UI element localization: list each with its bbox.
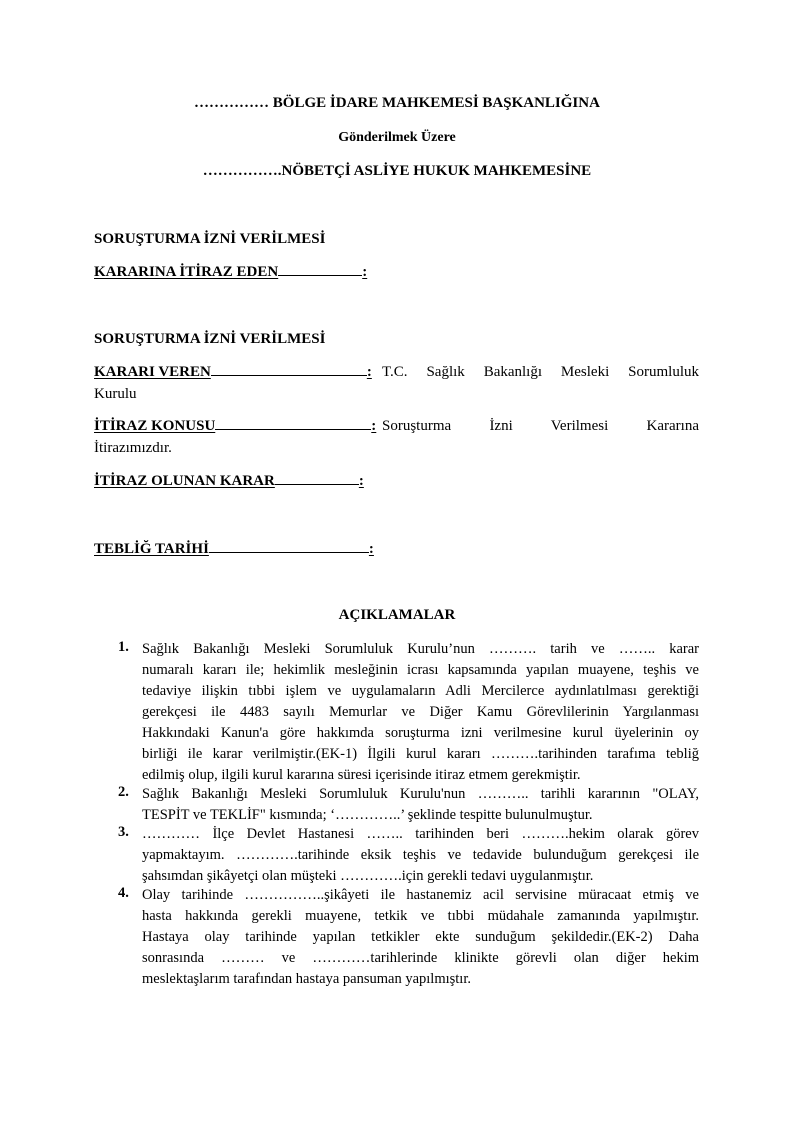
item-line: tedaviye ilişkin tıbbi işlem ve uygulamaların Adli Mercilerce aydınlatılması gerektiği (142, 683, 699, 699)
item-line: hasta hakkında gerekli muayene, tetkik ve tıbbi müdahale zamanında yapılmıştır. (142, 908, 699, 924)
notice-label: TEBLİĞ TARİHİ (94, 541, 209, 557)
subject-field (94, 418, 376, 435)
item-number: 3. (118, 824, 129, 840)
issuer-label: KARARI VEREN (94, 364, 211, 380)
objector-label: KARARINA İTİRAZ EDEN (94, 264, 279, 280)
item-line: Hastaya olay tarihinde yapılan tetkikler ekte sunduğum şekildedir.(EK-2) Daha (142, 929, 699, 945)
explanation-item (118, 824, 700, 887)
item-line: Olay tarihinde ……………..şikâyeti ile hastanemiz acil servisine müracaat etmiş ve (142, 887, 699, 903)
civil-court-heading: …………….NÖBETÇİ ASLİYE HUKUK MAHKEMESİNE (202, 163, 592, 179)
item-line: yapmaktayım. ………….tarihinde eksik teşhis ve tedavide bulunduğum gerekçesi ile (142, 847, 699, 863)
item-line: ………… İlçe Devlet Hastanesi …….. tarihinden beri ……….hekim olarak görev (142, 826, 699, 842)
item-line: birliği ile karar verilmiştir.(EK-1) İlgili kurul kararı ……….tarihinden tarafıma tebliğ (142, 746, 699, 762)
subject-colon: : (371, 418, 377, 434)
issuer-value-cont: Kurulu (94, 386, 137, 402)
item-number: 4. (118, 885, 129, 901)
notice-colon: : (368, 541, 374, 557)
subject-label: İTİRAZ KONUSU (94, 418, 216, 434)
forwarding-note: Gönderilmek Üzere (338, 130, 456, 145)
explanation-item (118, 639, 700, 786)
underline-filler (211, 375, 367, 376)
decision-label: İTİRAZ OLUNAN KARAR (94, 473, 275, 489)
subject-value: Soruşturma İzni Verilmesi Kararına (382, 418, 699, 434)
court-heading: …………… BÖLGE İDARE MAHKEMESİ BAŞKANLIĞINA (194, 95, 600, 111)
item-line: Sağlık Bakanlığı Mesleki Sorumluluk Kurulu'nun ……….. tarihli kararının "OLAY, (142, 786, 699, 802)
underline-filler (215, 429, 371, 430)
item-line: TESPİT ve TEKLİF" kısmında; ‘…………..’ şeklinde tespitte bulunulmuştur. (142, 807, 593, 823)
issuer-colon: : (366, 364, 372, 380)
underline-filler (209, 552, 369, 553)
explanations-title: AÇIKLAMALAR (338, 607, 456, 623)
underline-filler (275, 484, 359, 485)
subject-value-cont: İtirazımızdır. (94, 440, 172, 456)
issuer-heading: SORUŞTURMA İZNİ VERİLMESİ (94, 331, 326, 347)
objector-field (94, 264, 367, 281)
item-line: şahsımdan şikâyetçi olan müşteki ………….için gerekli tedavi uygulanmıştır. (142, 868, 594, 884)
item-line: gerekçesi ile 4483 sayılı Memurlar ve Diğer Kamu Görevlilerinin Yargılanması (142, 704, 699, 720)
item-line: numaralı kararı ile; hekimlik mesleğinin icrası kapsamında yapılan muayene, teşhis ve (142, 662, 699, 678)
item-line: Hakkındaki Kanun'a göre hakkımda soruşturma izni verilmesine kurul üyelerinin oy (142, 725, 699, 741)
objector-colon: : (362, 264, 368, 280)
issuer-field (94, 364, 372, 381)
explanation-item (118, 885, 700, 990)
explanation-item (118, 784, 700, 826)
item-number: 2. (118, 784, 129, 800)
decision-field (94, 473, 364, 490)
notice-field (94, 541, 374, 558)
item-line: sonrasında ……… ve …………tarihlerinde klinikte görevli olan diğer hekim (142, 950, 699, 966)
decision-colon: : (358, 473, 364, 489)
objector-heading: SORUŞTURMA İZNİ VERİLMESİ (94, 231, 326, 247)
item-line: edilmiş olup, ilgili kurul kararına süresi içerisinde itiraz etmem gerekmiştir. (142, 767, 581, 783)
item-line: Sağlık Bakanlığı Mesleki Sorumluluk Kurulu’nun ………. tarih ve …….. karar (142, 641, 699, 657)
item-line: meslektaşlarım tarafından hastaya pansuman yapılmıştır. (142, 971, 471, 987)
item-number: 1. (118, 639, 129, 655)
underline-filler (278, 275, 362, 276)
issuer-value: T.C. Sağlık Bakanlığı Mesleki Sorumluluk (382, 364, 699, 380)
